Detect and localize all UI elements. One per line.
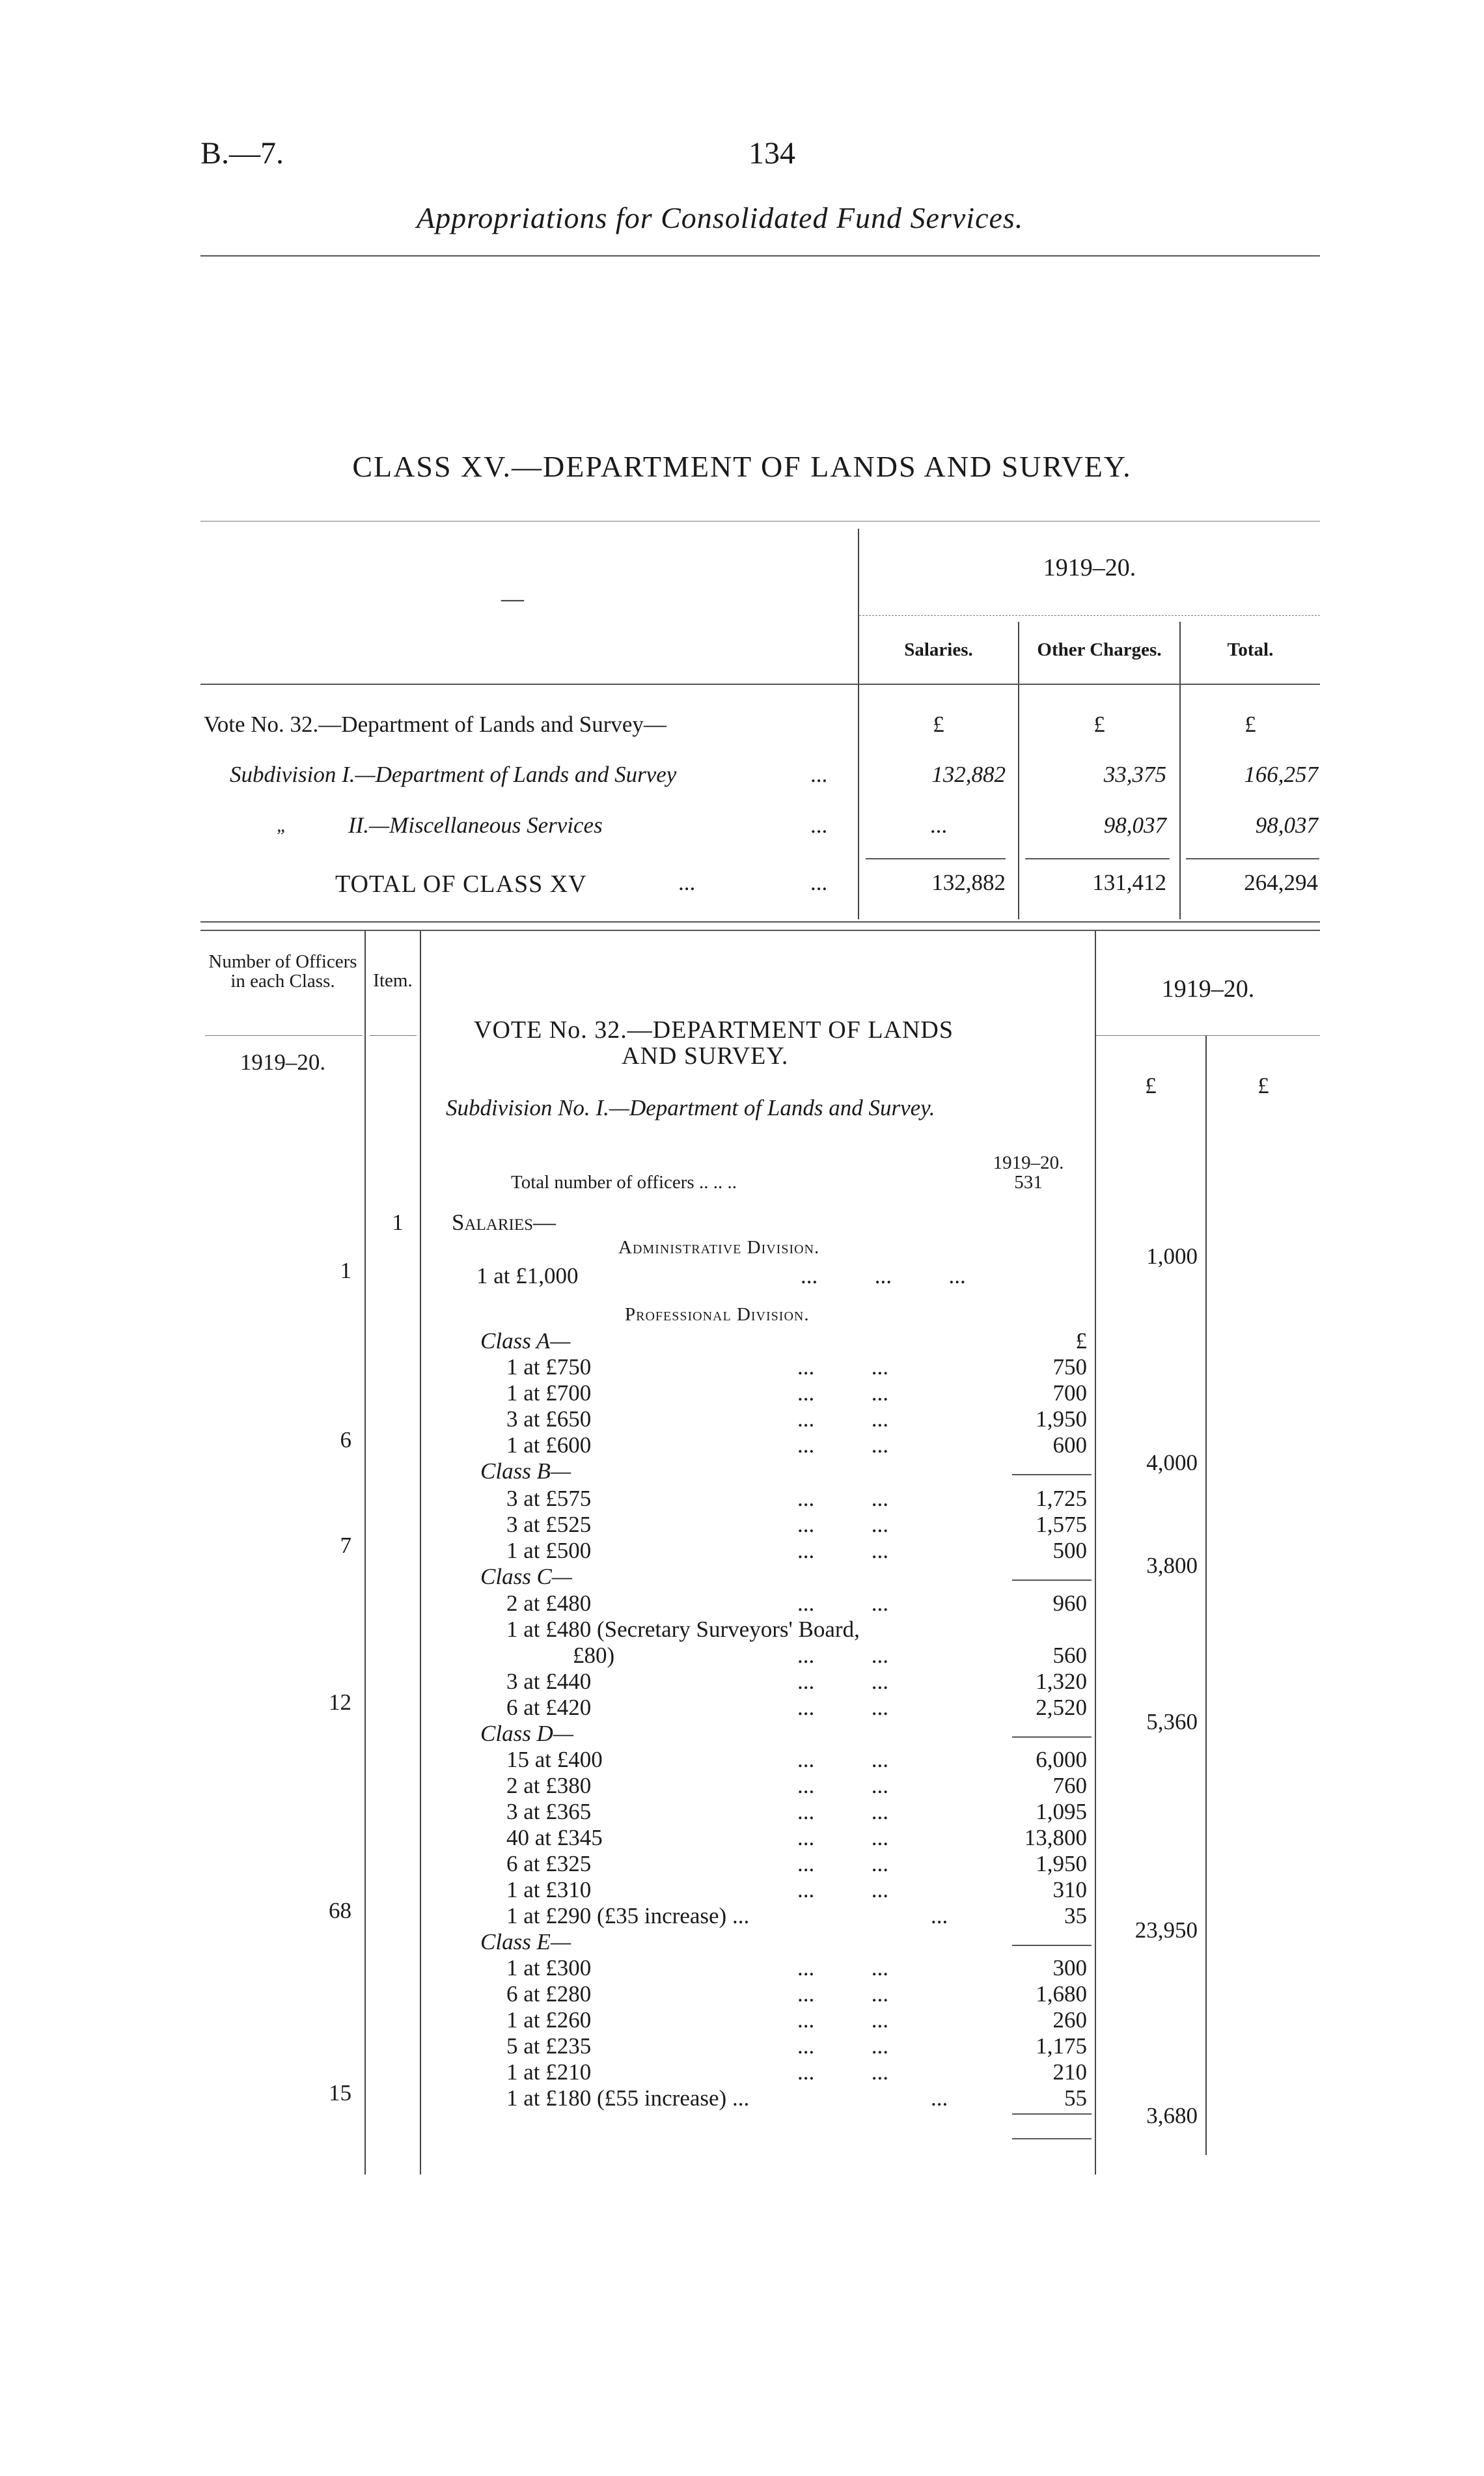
subtotal-amount: 3,800 <box>1146 1553 1198 1578</box>
summary-sum-rule-1 <box>866 858 1006 859</box>
administrative-division-heading: Administrative Division. <box>618 1237 820 1258</box>
subtotal-rule <box>1012 2138 1092 2139</box>
leader-dots: ... ... <box>797 1695 888 1720</box>
officer-count: 7 <box>340 1533 351 1558</box>
salary-line-label: 6 at £325 <box>506 1851 592 1876</box>
summary-total-leader-2: ... <box>810 870 828 895</box>
summary-sub1-other: 33,375 <box>1103 762 1166 787</box>
leader-dots: ... ... <box>797 1538 888 1563</box>
document-reference: B.—7. <box>200 136 284 171</box>
class-heading: Class B— <box>480 1458 571 1484</box>
summary-sub2-other: 98,037 <box>1103 813 1166 838</box>
officer-count: 15 <box>329 2080 351 2106</box>
professional-division-heading: Professional Division. <box>625 1304 810 1325</box>
officer-count: 68 <box>329 1898 351 1923</box>
officer-count: 1 <box>340 1258 351 1283</box>
officer-count: 6 <box>340 1427 351 1453</box>
salary-line-label: 15 at £400 <box>506 1747 603 1772</box>
detail-year: 1919–20. <box>1161 975 1255 1003</box>
salary-line-label: 3 at £440 <box>506 1669 592 1694</box>
summary-ditto-mark: „ <box>277 815 288 836</box>
line-amount: 1,680 <box>1036 1981 1087 2007</box>
line-amount: 310 <box>1052 1877 1087 1902</box>
salary-line-label: 1 at £750 <box>506 1354 592 1380</box>
line-amount: 260 <box>1052 2007 1087 2033</box>
class-heading: Class A— <box>480 1328 571 1354</box>
line-amount: 210 <box>1052 2059 1087 2085</box>
summary-vline-3 <box>1179 622 1181 919</box>
leader-dots: ... ... <box>797 2059 888 2085</box>
detail-currency-total: £ <box>1257 1073 1269 1098</box>
subdivision-title: Subdivision No. I.—Department of Lands and Survey. <box>446 1095 935 1120</box>
leader-dots: ... ... ... <box>801 1263 966 1288</box>
salaries-heading: Salaries— <box>452 1210 556 1235</box>
officers-total-year: 1919–20. <box>993 1152 1064 1173</box>
subtotal-rule <box>1012 1579 1092 1581</box>
summary-vote-line: Vote No. 32.—Department of Lands and Survey— <box>204 712 666 737</box>
officer-count: 12 <box>329 1690 351 1715</box>
leader-dots: ... ... <box>797 1851 888 1876</box>
line-amount: 1,950 <box>1036 1851 1087 1876</box>
subtotal-rule <box>1012 1736 1092 1738</box>
summary-vline-2 <box>1018 622 1019 919</box>
leader-dots: ... ... <box>797 1643 888 1668</box>
leader-dots: ... ... <box>797 1380 888 1406</box>
summary-sub1-total: 166,257 <box>1244 762 1318 787</box>
leader-dots: ... ... <box>797 1432 888 1458</box>
line-amount: 750 <box>1052 1354 1087 1380</box>
detail-col-officers: Number of Officers in each Class. <box>208 951 357 992</box>
detail-currency-sub: £ <box>1145 1073 1157 1098</box>
leader-dots: ... ... <box>797 2007 888 2033</box>
subtotal-amount: 3,680 <box>1146 2103 1198 2128</box>
summary-col-salaries: Salaries. <box>904 639 973 660</box>
salary-line-label: 1 at £290 (£35 increase) ... <box>506 1903 750 1928</box>
header-rule <box>200 255 1320 257</box>
line-amount: 1,950 <box>1036 1406 1087 1432</box>
summary-sub2-salaries: ... <box>929 813 948 838</box>
line-amount: 1,095 <box>1036 1799 1087 1824</box>
vote-title-line-2: AND SURVEY. <box>622 1042 789 1070</box>
leader-dots: ... <box>931 1903 948 1928</box>
line-amount: 2,520 <box>1036 1695 1087 1720</box>
summary-total-leader-1: ... <box>678 870 696 895</box>
summary-total-total: 264,294 <box>1244 870 1318 895</box>
item-number: 1 <box>392 1210 404 1235</box>
leader-dots: ... ... <box>797 1981 888 2007</box>
line-amount: 760 <box>1052 1773 1087 1798</box>
salary-line-label: 3 at £650 <box>506 1406 592 1432</box>
salary-line-label: 5 at £235 <box>506 2033 592 2059</box>
summary-currency-other: £ <box>1093 712 1105 737</box>
summary-total-salaries: 132,882 <box>931 870 1006 895</box>
leader-dots: ... <box>931 2085 948 2111</box>
subtotal-rule <box>1012 1945 1092 1946</box>
summary-year: 1919–20. <box>1043 554 1136 581</box>
detail-vline-item <box>420 931 421 2175</box>
summary-sub2-label: II.—Miscellaneous Services <box>348 813 603 838</box>
leader-dots: ... ... <box>797 1406 888 1432</box>
salary-line-label: 1 at £480 (Secretary Surveyors' Board, <box>506 1617 860 1642</box>
subtotal-amount: 4,000 <box>1146 1450 1198 1475</box>
line-amount: 500 <box>1052 1538 1087 1563</box>
line-amount: 1,175 <box>1036 2033 1087 2059</box>
salary-line-label: 1 at £700 <box>506 1380 592 1406</box>
salary-line-label: 3 at £365 <box>506 1799 592 1824</box>
leader-dots: ... ... <box>797 1955 888 1981</box>
leader-dots: ... ... <box>797 1591 888 1616</box>
detail-col-item: Item. <box>373 970 413 991</box>
summary-currency-salaries: £ <box>933 712 944 737</box>
detail-officers-head-rule <box>205 1035 363 1036</box>
subtotal-amount: 5,360 <box>1146 1709 1198 1734</box>
line-amount: 1,725 <box>1036 1486 1087 1511</box>
salary-line-label: 1 at £180 (£55 increase) ... <box>506 2085 750 2111</box>
line-amount: £ <box>1075 1328 1087 1354</box>
salary-line-label: £80) <box>573 1643 615 1668</box>
class-title: CLASS XV.—DEPARTMENT OF LANDS AND SURVEY. <box>352 450 1132 483</box>
running-title: Appropriations for Consolidated Fund Services. <box>417 201 1024 234</box>
line-amount: 560 <box>1052 1643 1087 1668</box>
summary-sub1-label: Subdivision I.—Department of Lands and Survey <box>230 762 677 787</box>
leader-dots: ... ... <box>797 1486 888 1511</box>
detail-item-head-rule <box>370 1035 417 1036</box>
summary-total-label: TOTAL OF CLASS XV <box>335 870 587 898</box>
leader-dots: ... ... <box>797 2033 888 2059</box>
summary-bottom-rule <box>200 921 1320 923</box>
leader-dots: ... ... <box>797 1747 888 1772</box>
detail-officers-year: 1919–20. <box>240 1050 326 1075</box>
salary-line-label: 1 at £310 <box>506 1877 592 1902</box>
salary-line-label: 1 at £600 <box>506 1432 592 1458</box>
detail-vline-amount-left <box>1095 931 1096 2175</box>
salary-line-label: 1 at £1,000 <box>476 1263 579 1288</box>
detail-vline-officers <box>364 931 366 2175</box>
summary-sub2-total: 98,037 <box>1255 813 1318 838</box>
subtotal-rule <box>1012 1474 1092 1475</box>
leader-dots: ... ... <box>797 1669 888 1694</box>
summary-blank-heading: — <box>501 586 524 611</box>
final-rule <box>1012 2113 1092 2115</box>
line-amount: 700 <box>1052 1380 1087 1406</box>
salary-line-label: 1 at £210 <box>506 2059 592 2085</box>
summary-year-rule <box>859 615 1320 616</box>
salary-line-label: 2 at £480 <box>506 1591 592 1616</box>
line-amount: 1,575 <box>1036 1512 1087 1537</box>
summary-col-total: Total. <box>1227 639 1274 660</box>
summary-col-other: Other Charges. <box>1037 639 1162 660</box>
detail-vline-amount-mid <box>1205 1035 1207 2155</box>
salary-line-label: 3 at £525 <box>506 1512 592 1537</box>
salary-line-label: 1 at £300 <box>506 1955 592 1981</box>
salary-line-label: 2 at £380 <box>506 1773 592 1798</box>
leader-dots: ... ... <box>797 1799 888 1824</box>
line-amount: 13,800 <box>1024 1825 1087 1850</box>
line-amount: 300 <box>1052 1955 1087 1981</box>
officers-total-label: Total number of officers .. .. .. <box>511 1172 737 1193</box>
line-amount: 600 <box>1052 1432 1087 1458</box>
summary-sum-rule-3 <box>1186 858 1319 859</box>
summary-top-rule <box>200 521 1320 522</box>
vote-title-line-1: VOTE No. 32.—DEPARTMENT OF LANDS <box>474 1016 954 1044</box>
summary-sub1-salaries: 132,882 <box>931 762 1006 787</box>
summary-sub2-leader: ... <box>810 813 828 838</box>
summary-currency-total: £ <box>1244 712 1256 737</box>
class-heading: Class D— <box>480 1721 573 1746</box>
leader-dots: ... ... <box>797 1825 888 1850</box>
line-amount: 55 <box>1064 2085 1087 2111</box>
class-heading: Class E— <box>480 1929 571 1954</box>
summary-total-other: 131,412 <box>1092 870 1166 895</box>
line-amount: 35 <box>1064 1903 1087 1928</box>
line-amount: 6,000 <box>1036 1747 1087 1772</box>
summary-sub1-leader: ... <box>810 762 828 787</box>
salary-line-label: 1 at £260 <box>506 2007 592 2033</box>
detail-top-rule <box>200 930 1320 931</box>
summary-header-rule <box>200 684 1320 685</box>
class-heading: Class C— <box>480 1564 573 1589</box>
salary-line-label: 1 at £500 <box>506 1538 592 1563</box>
leader-dots: ... ... <box>797 1354 888 1380</box>
page-number: 134 <box>749 136 795 171</box>
officers-total-value: 531 <box>1014 1172 1043 1193</box>
leader-dots: ... ... <box>797 1877 888 1902</box>
leader-dots: ... ... <box>797 1512 888 1537</box>
salary-line-label: 3 at £575 <box>506 1486 592 1511</box>
line-amount: 960 <box>1052 1591 1087 1616</box>
line-amount: 1,320 <box>1036 1669 1087 1694</box>
subtotal-amount: 1,000 <box>1146 1244 1198 1269</box>
subtotal-amount: 23,950 <box>1134 1917 1198 1943</box>
detail-year-rule <box>1096 1035 1320 1036</box>
salary-line-label: 6 at £420 <box>506 1695 592 1720</box>
salary-line-label: 40 at £345 <box>506 1825 603 1850</box>
summary-sum-rule-2 <box>1025 858 1170 859</box>
leader-dots: ... ... <box>797 1773 888 1798</box>
salary-line-label: 6 at £280 <box>506 1981 592 2007</box>
